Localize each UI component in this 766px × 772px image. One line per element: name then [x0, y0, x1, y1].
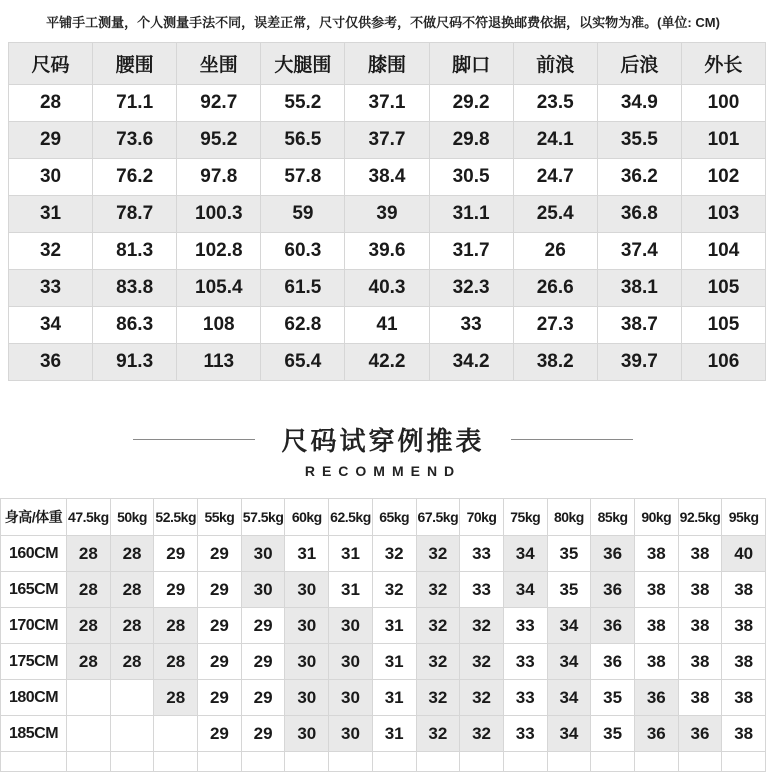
size-spec-cell: 29.8 — [429, 122, 513, 159]
recommend-table-body — [1, 536, 766, 772]
size-spec-header-row — [9, 43, 766, 85]
recommend-section-title: 尺码试穿例推表 — [281, 426, 485, 456]
size-spec-cell: 23.5 — [513, 85, 597, 122]
recommend-size-cell — [154, 752, 198, 772]
recommend-size-cell: 34 — [503, 536, 547, 572]
recommend-size-cell — [460, 752, 504, 772]
recommend-row — [1, 680, 766, 716]
size-spec-cell: 91.3 — [93, 344, 177, 381]
weight-column-header: 52.5kg — [154, 499, 198, 536]
recommend-size-cell: 32 — [460, 680, 504, 716]
size-spec-cell: 86.3 — [93, 307, 177, 344]
size-spec-row — [9, 344, 766, 381]
height-label: 160CM — [1, 536, 67, 572]
recommend-size-cell: 28 — [110, 644, 154, 680]
recommend-size-cell: 40 — [722, 536, 766, 572]
recommend-size-cell: 30 — [329, 716, 373, 752]
recommend-size-cell: 36 — [591, 572, 635, 608]
recommend-size-cell: 28 — [110, 536, 154, 572]
weight-column-header: 90kg — [634, 499, 678, 536]
weight-column-header: 95kg — [722, 499, 766, 536]
recommend-size-cell: 29 — [198, 644, 242, 680]
recommend-size-cell: 34 — [547, 644, 591, 680]
size-spec-cell: 31 — [9, 196, 93, 233]
size-spec-cell: 27.3 — [513, 307, 597, 344]
recommend-size-cell: 28 — [67, 644, 111, 680]
size-spec-column-header: 外长 — [681, 43, 765, 85]
recommend-size-cell: 33 — [503, 644, 547, 680]
recommend-size-cell: 28 — [110, 572, 154, 608]
recommend-size-cell: 31 — [372, 716, 416, 752]
recommend-row — [1, 644, 766, 680]
recommend-size-cell — [110, 716, 154, 752]
recommend-size-cell: 38 — [722, 680, 766, 716]
recommend-size-cell: 30 — [241, 572, 285, 608]
size-spec-cell: 35.5 — [597, 122, 681, 159]
recommend-size-cell: 38 — [634, 608, 678, 644]
size-spec-cell: 65.4 — [261, 344, 345, 381]
size-spec-cell: 78.7 — [93, 196, 177, 233]
recommend-size-cell: 31 — [329, 536, 373, 572]
recommend-size-cell: 30 — [329, 644, 373, 680]
size-spec-cell: 24.7 — [513, 159, 597, 196]
recommend-size-cell: 29 — [154, 536, 198, 572]
recommend-size-cell — [722, 752, 766, 772]
size-spec-cell: 105 — [681, 270, 765, 307]
size-spec-cell: 39.7 — [597, 344, 681, 381]
recommend-size-cell — [154, 716, 198, 752]
size-spec-cell: 106 — [681, 344, 765, 381]
size-spec-cell: 113 — [177, 344, 261, 381]
size-spec-cell: 101 — [681, 122, 765, 159]
recommend-size-cell: 32 — [460, 644, 504, 680]
recommend-row — [1, 716, 766, 752]
recommend-size-cell: 38 — [678, 644, 722, 680]
recommend-size-cell: 35 — [547, 572, 591, 608]
recommend-size-cell: 34 — [547, 608, 591, 644]
recommend-size-cell: 38 — [678, 572, 722, 608]
size-spec-column-header: 腰围 — [93, 43, 177, 85]
title-right-line — [511, 439, 633, 440]
size-spec-row — [9, 307, 766, 344]
recommend-size-cell — [503, 752, 547, 772]
recommend-size-cell: 32 — [416, 716, 460, 752]
weight-column-header: 47.5kg — [67, 499, 111, 536]
recommend-row — [1, 608, 766, 644]
size-spec-row — [9, 122, 766, 159]
recommend-size-cell: 29 — [241, 716, 285, 752]
recommend-size-cell — [372, 752, 416, 772]
recommend-size-cell: 30 — [285, 644, 329, 680]
weight-column-header: 92.5kg — [678, 499, 722, 536]
recommend-size-cell: 36 — [591, 644, 635, 680]
recommend-size-cell: 36 — [634, 680, 678, 716]
recommend-size-cell: 35 — [591, 680, 635, 716]
size-spec-cell: 34.9 — [597, 85, 681, 122]
recommend-size-cell: 29 — [198, 572, 242, 608]
recommend-size-cell: 32 — [372, 572, 416, 608]
height-label: 185CM — [1, 716, 67, 752]
size-spec-cell: 81.3 — [93, 233, 177, 270]
size-spec-cell: 59 — [261, 196, 345, 233]
recommend-size-cell — [634, 752, 678, 772]
size-spec-cell: 102.8 — [177, 233, 261, 270]
size-spec-cell: 37.1 — [345, 85, 429, 122]
recommend-size-cell: 29 — [241, 644, 285, 680]
size-spec-column-header: 膝围 — [345, 43, 429, 85]
height-weight-header: 身高/体重 — [1, 499, 67, 536]
recommend-size-cell: 28 — [154, 680, 198, 716]
recommend-size-cell: 34 — [503, 572, 547, 608]
size-spec-cell: 42.2 — [345, 344, 429, 381]
recommend-size-cell: 31 — [329, 572, 373, 608]
size-spec-cell: 38.4 — [345, 159, 429, 196]
recommend-size-cell: 32 — [416, 680, 460, 716]
recommend-header-row — [1, 499, 766, 536]
size-spec-cell: 39 — [345, 196, 429, 233]
size-spec-cell: 24.1 — [513, 122, 597, 159]
size-spec-cell: 26.6 — [513, 270, 597, 307]
size-spec-cell: 103 — [681, 196, 765, 233]
recommend-size-cell: 38 — [634, 644, 678, 680]
recommend-size-cell: 29 — [198, 536, 242, 572]
size-spec-cell: 38.1 — [597, 270, 681, 307]
size-spec-row — [9, 233, 766, 270]
weight-column-header: 75kg — [503, 499, 547, 536]
recommend-size-cell: 38 — [678, 608, 722, 644]
recommend-size-cell: 29 — [154, 572, 198, 608]
size-spec-cell: 71.1 — [93, 85, 177, 122]
size-spec-cell: 76.2 — [93, 159, 177, 196]
size-spec-cell: 100 — [681, 85, 765, 122]
size-spec-table — [8, 42, 766, 381]
size-spec-cell: 55.2 — [261, 85, 345, 122]
weight-column-header: 50kg — [110, 499, 154, 536]
recommend-size-cell: 32 — [416, 644, 460, 680]
weight-column-header: 70kg — [460, 499, 504, 536]
weight-column-header: 60kg — [285, 499, 329, 536]
size-spec-cell: 41 — [345, 307, 429, 344]
weight-column-header: 65kg — [372, 499, 416, 536]
recommend-size-cell: 30 — [285, 680, 329, 716]
recommend-row-clipped — [1, 752, 766, 772]
size-spec-table-body — [9, 85, 766, 381]
height-label: 170CM — [1, 608, 67, 644]
recommend-table-head — [1, 499, 766, 536]
size-spec-cell: 57.8 — [261, 159, 345, 196]
recommend-size-cell: 36 — [678, 716, 722, 752]
weight-column-header: 57.5kg — [241, 499, 285, 536]
recommend-size-cell: 36 — [591, 536, 635, 572]
size-spec-cell: 56.5 — [261, 122, 345, 159]
size-spec-cell: 105.4 — [177, 270, 261, 307]
recommend-size-cell — [110, 752, 154, 772]
size-spec-cell: 36.8 — [597, 196, 681, 233]
size-spec-cell: 33 — [429, 307, 513, 344]
recommend-size-cell: 32 — [416, 572, 460, 608]
recommend-size-cell — [241, 752, 285, 772]
recommend-size-cell: 30 — [285, 716, 329, 752]
size-spec-cell: 33 — [9, 270, 93, 307]
size-spec-cell: 62.8 — [261, 307, 345, 344]
size-spec-cell: 31.7 — [429, 233, 513, 270]
recommend-size-cell: 36 — [634, 716, 678, 752]
recommend-size-cell: 33 — [503, 608, 547, 644]
recommend-size-cell: 29 — [198, 608, 242, 644]
recommend-size-cell — [110, 680, 154, 716]
recommend-size-cell: 32 — [416, 608, 460, 644]
size-spec-cell: 97.8 — [177, 159, 261, 196]
size-spec-column-header: 大腿围 — [261, 43, 345, 85]
recommend-size-cell — [67, 752, 111, 772]
recommend-row — [1, 572, 766, 608]
recommend-size-cell: 31 — [372, 644, 416, 680]
size-spec-cell: 34 — [9, 307, 93, 344]
recommend-section-header — [0, 421, 766, 458]
recommend-size-cell: 32 — [460, 608, 504, 644]
size-spec-cell: 31.1 — [429, 196, 513, 233]
recommend-size-cell: 34 — [547, 680, 591, 716]
size-spec-cell: 36 — [9, 344, 93, 381]
size-spec-cell: 25.4 — [513, 196, 597, 233]
size-spec-cell: 73.6 — [93, 122, 177, 159]
recommend-size-cell: 38 — [722, 608, 766, 644]
recommend-size-cell — [329, 752, 373, 772]
size-spec-cell: 32 — [9, 233, 93, 270]
size-spec-cell: 95.2 — [177, 122, 261, 159]
size-spec-cell: 29 — [9, 122, 93, 159]
recommend-size-cell: 31 — [372, 680, 416, 716]
title-left-line — [133, 439, 255, 440]
recommend-size-cell: 29 — [198, 680, 242, 716]
size-spec-cell: 28 — [9, 85, 93, 122]
size-spec-cell: 105 — [681, 307, 765, 344]
recommend-size-cell: 28 — [110, 608, 154, 644]
size-spec-row — [9, 159, 766, 196]
recommend-size-cell: 28 — [154, 608, 198, 644]
recommend-size-cell: 30 — [329, 608, 373, 644]
recommend-size-cell: 36 — [591, 608, 635, 644]
recommend-size-cell: 32 — [460, 716, 504, 752]
recommend-size-cell — [67, 680, 111, 716]
recommend-size-cell: 38 — [722, 644, 766, 680]
recommend-size-cell: 38 — [634, 572, 678, 608]
recommend-size-cell: 30 — [329, 680, 373, 716]
size-spec-column-header: 尺码 — [9, 43, 93, 85]
size-spec-column-header: 后浪 — [597, 43, 681, 85]
weight-column-header: 62.5kg — [329, 499, 373, 536]
recommend-size-cell — [416, 752, 460, 772]
size-spec-cell: 40.3 — [345, 270, 429, 307]
size-spec-cell: 108 — [177, 307, 261, 344]
recommend-section-subtitle: RECOMMEND — [304, 463, 462, 479]
size-spec-cell: 36.2 — [597, 159, 681, 196]
size-spec-cell: 61.5 — [261, 270, 345, 307]
recommend-size-cell: 38 — [634, 536, 678, 572]
size-spec-cell: 26 — [513, 233, 597, 270]
recommend-size-cell: 28 — [67, 608, 111, 644]
recommend-row — [1, 536, 766, 572]
size-spec-cell: 38.7 — [597, 307, 681, 344]
weight-column-header: 80kg — [547, 499, 591, 536]
recommend-size-cell — [285, 752, 329, 772]
recommend-size-cell: 32 — [372, 536, 416, 572]
size-spec-row — [9, 270, 766, 307]
size-spec-cell: 37.4 — [597, 233, 681, 270]
recommend-size-cell: 38 — [722, 572, 766, 608]
weight-column-header: 67.5kg — [416, 499, 460, 536]
recommend-size-cell: 33 — [460, 572, 504, 608]
recommend-size-cell: 30 — [241, 536, 285, 572]
recommend-size-cell: 35 — [547, 536, 591, 572]
height-label: 165CM — [1, 572, 67, 608]
recommend-size-cell: 33 — [460, 536, 504, 572]
recommend-size-cell: 28 — [67, 536, 111, 572]
height-label: 175CM — [1, 644, 67, 680]
recommend-size-cell: 34 — [547, 716, 591, 752]
size-spec-table-head — [9, 43, 766, 85]
recommend-size-cell — [67, 716, 111, 752]
size-spec-column-header: 坐围 — [177, 43, 261, 85]
recommend-size-cell: 38 — [678, 680, 722, 716]
size-spec-column-header: 脚口 — [429, 43, 513, 85]
recommend-size-cell: 38 — [678, 536, 722, 572]
recommend-size-cell: 29 — [241, 680, 285, 716]
recommend-size-cell — [1, 752, 67, 772]
recommend-size-cell: 30 — [285, 608, 329, 644]
weight-column-header: 85kg — [591, 499, 635, 536]
size-spec-cell: 60.3 — [261, 233, 345, 270]
size-spec-cell: 34.2 — [429, 344, 513, 381]
recommend-size-cell: 31 — [372, 608, 416, 644]
size-spec-row — [9, 85, 766, 122]
recommend-size-cell: 33 — [503, 680, 547, 716]
recommend-size-cell: 33 — [503, 716, 547, 752]
size-spec-row — [9, 196, 766, 233]
recommend-size-cell: 38 — [722, 716, 766, 752]
recommend-size-cell — [591, 752, 635, 772]
size-spec-cell: 30 — [9, 159, 93, 196]
recommend-table — [0, 498, 766, 772]
recommend-size-cell: 30 — [285, 572, 329, 608]
size-spec-cell: 37.7 — [345, 122, 429, 159]
size-spec-cell: 30.5 — [429, 159, 513, 196]
recommend-size-cell: 29 — [198, 716, 242, 752]
recommend-size-cell: 29 — [241, 608, 285, 644]
size-spec-cell: 102 — [681, 159, 765, 196]
size-spec-cell: 39.6 — [345, 233, 429, 270]
size-spec-cell: 38.2 — [513, 344, 597, 381]
height-label: 180CM — [1, 680, 67, 716]
weight-column-header: 55kg — [198, 499, 242, 536]
size-spec-cell: 104 — [681, 233, 765, 270]
recommend-size-cell — [678, 752, 722, 772]
size-spec-cell: 92.7 — [177, 85, 261, 122]
recommend-size-cell: 31 — [285, 536, 329, 572]
size-spec-cell: 29.2 — [429, 85, 513, 122]
measurement-disclaimer: 平铺手工测量，个人测量手法不同，误差正常，尺寸仅供参考，不做尺码不符退换邮费依据，以实物为准。(单位: CM) — [46, 15, 720, 30]
recommend-size-cell — [547, 752, 591, 772]
recommend-size-cell: 28 — [67, 572, 111, 608]
size-spec-cell: 83.8 — [93, 270, 177, 307]
recommend-size-cell — [198, 752, 242, 772]
recommend-size-cell: 32 — [416, 536, 460, 572]
size-spec-column-header: 前浪 — [513, 43, 597, 85]
size-spec-cell: 32.3 — [429, 270, 513, 307]
recommend-size-cell: 28 — [154, 644, 198, 680]
size-spec-cell: 100.3 — [177, 196, 261, 233]
recommend-size-cell: 35 — [591, 716, 635, 752]
